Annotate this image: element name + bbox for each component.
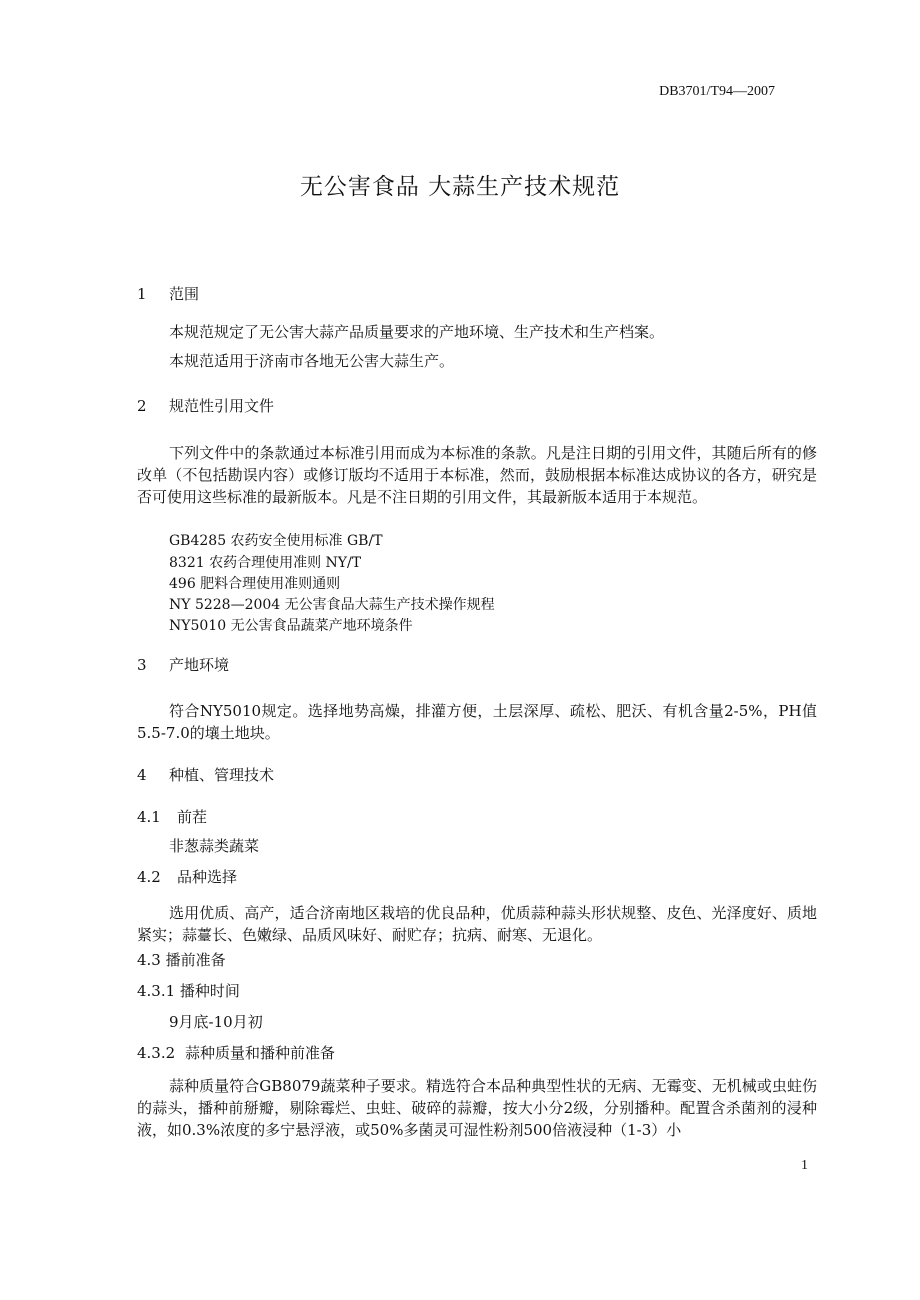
reference-item: 496 肥料合理使用准则通则	[169, 576, 341, 592]
subsection-4-1-heading	[137, 806, 207, 827]
section-2-heading	[137, 395, 274, 416]
subsection-4-2-paragraph: 选用优质、高产，适合济南地区栽培的优良品种，优质蒜种蒜头形状规整、皮色、光泽度好、质地紧实；蒜薹长、色嫩绿、品质风味好、耐贮存；抗病、耐寒、无退化。	[137, 904, 817, 944]
page-number: 1	[801, 1158, 808, 1173]
section-number: 1	[137, 285, 147, 303]
subsection-4-1-paragraph: 非葱蒜类蔬菜	[169, 837, 260, 855]
reference-item: NY5010 无公害食品蔬菜产地环境条件	[169, 618, 413, 634]
section-title: 范围	[169, 285, 200, 303]
section-number: 2	[137, 397, 147, 415]
section-title: 产地环境	[169, 656, 230, 674]
reference-item: NY 5228—2004 无公害食品大蒜生产技术操作规程	[169, 597, 495, 613]
section-2-paragraph-1: 下列文件中的条款通过本标准引用而成为本标准的条款。凡是注日期的引用文件，其随后所有的修改单（不包括勘误内容）或修订版均不适用于本标准，然而，鼓励根据本标准达成协议的各方，研究是否可使用这些标准的最新版本。凡是不注日期的引用文件，其最新版本适用于本规范。	[137, 444, 817, 506]
section-3-paragraph-1: 符合NY5010规定。选择地势高燥，排灌方便，土层深厚、疏松、肥沃、有机含量2-5%，PH值5.5-7.0的壤土地块。	[137, 702, 817, 742]
section-title: 规范性引用文件	[169, 397, 275, 415]
document-title: 无公害食品 大蒜生产技术规范	[299, 174, 621, 200]
section-1-paragraph-2: 本规范适用于济南市各地无公害大蒜生产。	[169, 352, 455, 370]
subsection-title: 前茬	[177, 808, 208, 826]
section-4-heading	[137, 764, 274, 785]
subsection-4-2-heading	[137, 866, 237, 887]
document-code: DB3701/T94—2007	[659, 84, 775, 99]
section-1-paragraph-1: 本规范规定了无公害大蒜产品质量要求的产地环境、生产技术和生产档案。	[169, 323, 665, 341]
subsection-number: 4.3.2	[137, 1044, 176, 1062]
section-title: 种植、管理技术	[169, 766, 275, 784]
subsection-4-3-1-paragraph: 9月底-10月初	[169, 1013, 263, 1031]
section-number: 3	[137, 656, 147, 674]
section-3-heading	[137, 654, 229, 675]
subsection-4-3-1-heading: 4.3.1 播种时间	[137, 982, 240, 1000]
subsection-number: 4.2	[137, 868, 161, 886]
reference-item: 8321 农药合理使用准则 NY/T	[169, 555, 362, 571]
subsection-title: 品种选择	[177, 868, 238, 886]
subsection-4-3-2-paragraph: 蒜种质量符合GB8079蔬菜种子要求。精选符合本品种典型性状的无病、无霉变、无机械或虫蛀伤的蒜头，播种前掰瓣，剔除霉烂、虫蛀、破碎的蒜瓣，按大小分2级，分别播种。配置含杀菌剂的浸种液，如0.3%浓度的多宁悬浮液，或50%多菌灵可湿性粉剂500倍液浸种（1-3）小	[137, 1077, 817, 1139]
subsection-number: 4.1	[137, 808, 161, 826]
section-number: 4	[137, 766, 147, 784]
reference-item: GB4285 农药安全使用标准 GB/T	[169, 533, 383, 549]
subsection-4-3-2-heading	[137, 1042, 335, 1063]
subsection-4-3-heading: 4.3 播前准备	[137, 951, 226, 969]
subsection-title: 蒜种质量和播种前准备	[185, 1044, 336, 1062]
section-1-heading	[137, 283, 199, 304]
